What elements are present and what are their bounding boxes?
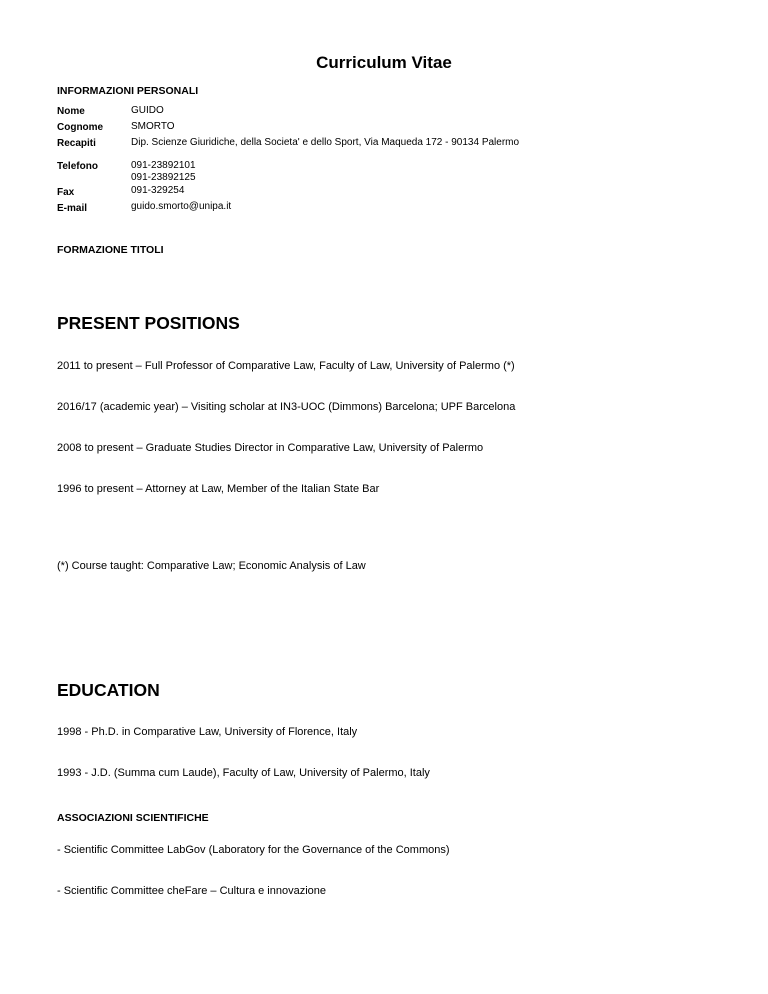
label-recapiti: Recapiti	[57, 138, 96, 149]
label-fax: Fax	[57, 187, 75, 198]
positions-note: (*) Course taught: Comparative Law; Economic Analysis of Law	[57, 560, 366, 572]
value-email: guido.smorto@unipa.it	[131, 201, 232, 212]
value-recapiti: Dip. Scienze Giuridiche, della Societa' e dello Sport, Via Maqueda 172 - 90134 Palermo	[131, 137, 520, 148]
value-fax: 091-329254	[131, 185, 185, 196]
section-heading-formazione: FORMAZIONE TITOLI	[57, 244, 164, 256]
position-item: 1996 to present – Attorney at Law, Member of the Italian State Bar	[57, 483, 380, 495]
value-nome: GUIDO	[131, 105, 164, 116]
association-item: - Scientific Committee LabGov (Laboratory for the Governance of the Commons)	[57, 844, 450, 856]
value-telefono-2: 091-23892125	[131, 172, 196, 183]
education-item: 1993 - J.D. (Summa cum Laude), Faculty of Law, University of Palermo, Italy	[57, 767, 430, 779]
value-cognome: SMORTO	[131, 121, 175, 132]
document-title: Curriculum Vitae	[316, 53, 452, 72]
position-item: 2008 to present – Graduate Studies Director in Comparative Law, University of Palermo	[57, 442, 484, 454]
education-item: 1998 - Ph.D. in Comparative Law, University of Florence, Italy	[57, 726, 358, 738]
association-item: - Scientific Committee cheFare – Cultura e innovazione	[57, 885, 327, 897]
label-nome: Nome	[57, 106, 85, 117]
position-item: 2011 to present – Full Professor of Comparative Law, Faculty of Law, University of Palermo (*)	[57, 360, 515, 372]
section-heading-education: EDUCATION	[57, 680, 160, 700]
section-heading-associazioni: ASSOCIAZIONI SCIENTIFICHE	[57, 812, 209, 824]
label-telefono: Telefono	[57, 161, 98, 172]
label-email: E-mail	[57, 203, 88, 214]
value-telefono-1: 091-23892101	[131, 160, 196, 171]
section-heading-personal: INFORMAZIONI PERSONALI	[57, 85, 199, 97]
section-heading-present-positions: PRESENT POSITIONS	[57, 313, 240, 333]
label-cognome: Cognome	[57, 122, 104, 133]
position-item: 2016/17 (academic year) – Visiting scholar at IN3-UOC (Dimmons) Barcelona; UPF Barcelona	[57, 401, 516, 413]
